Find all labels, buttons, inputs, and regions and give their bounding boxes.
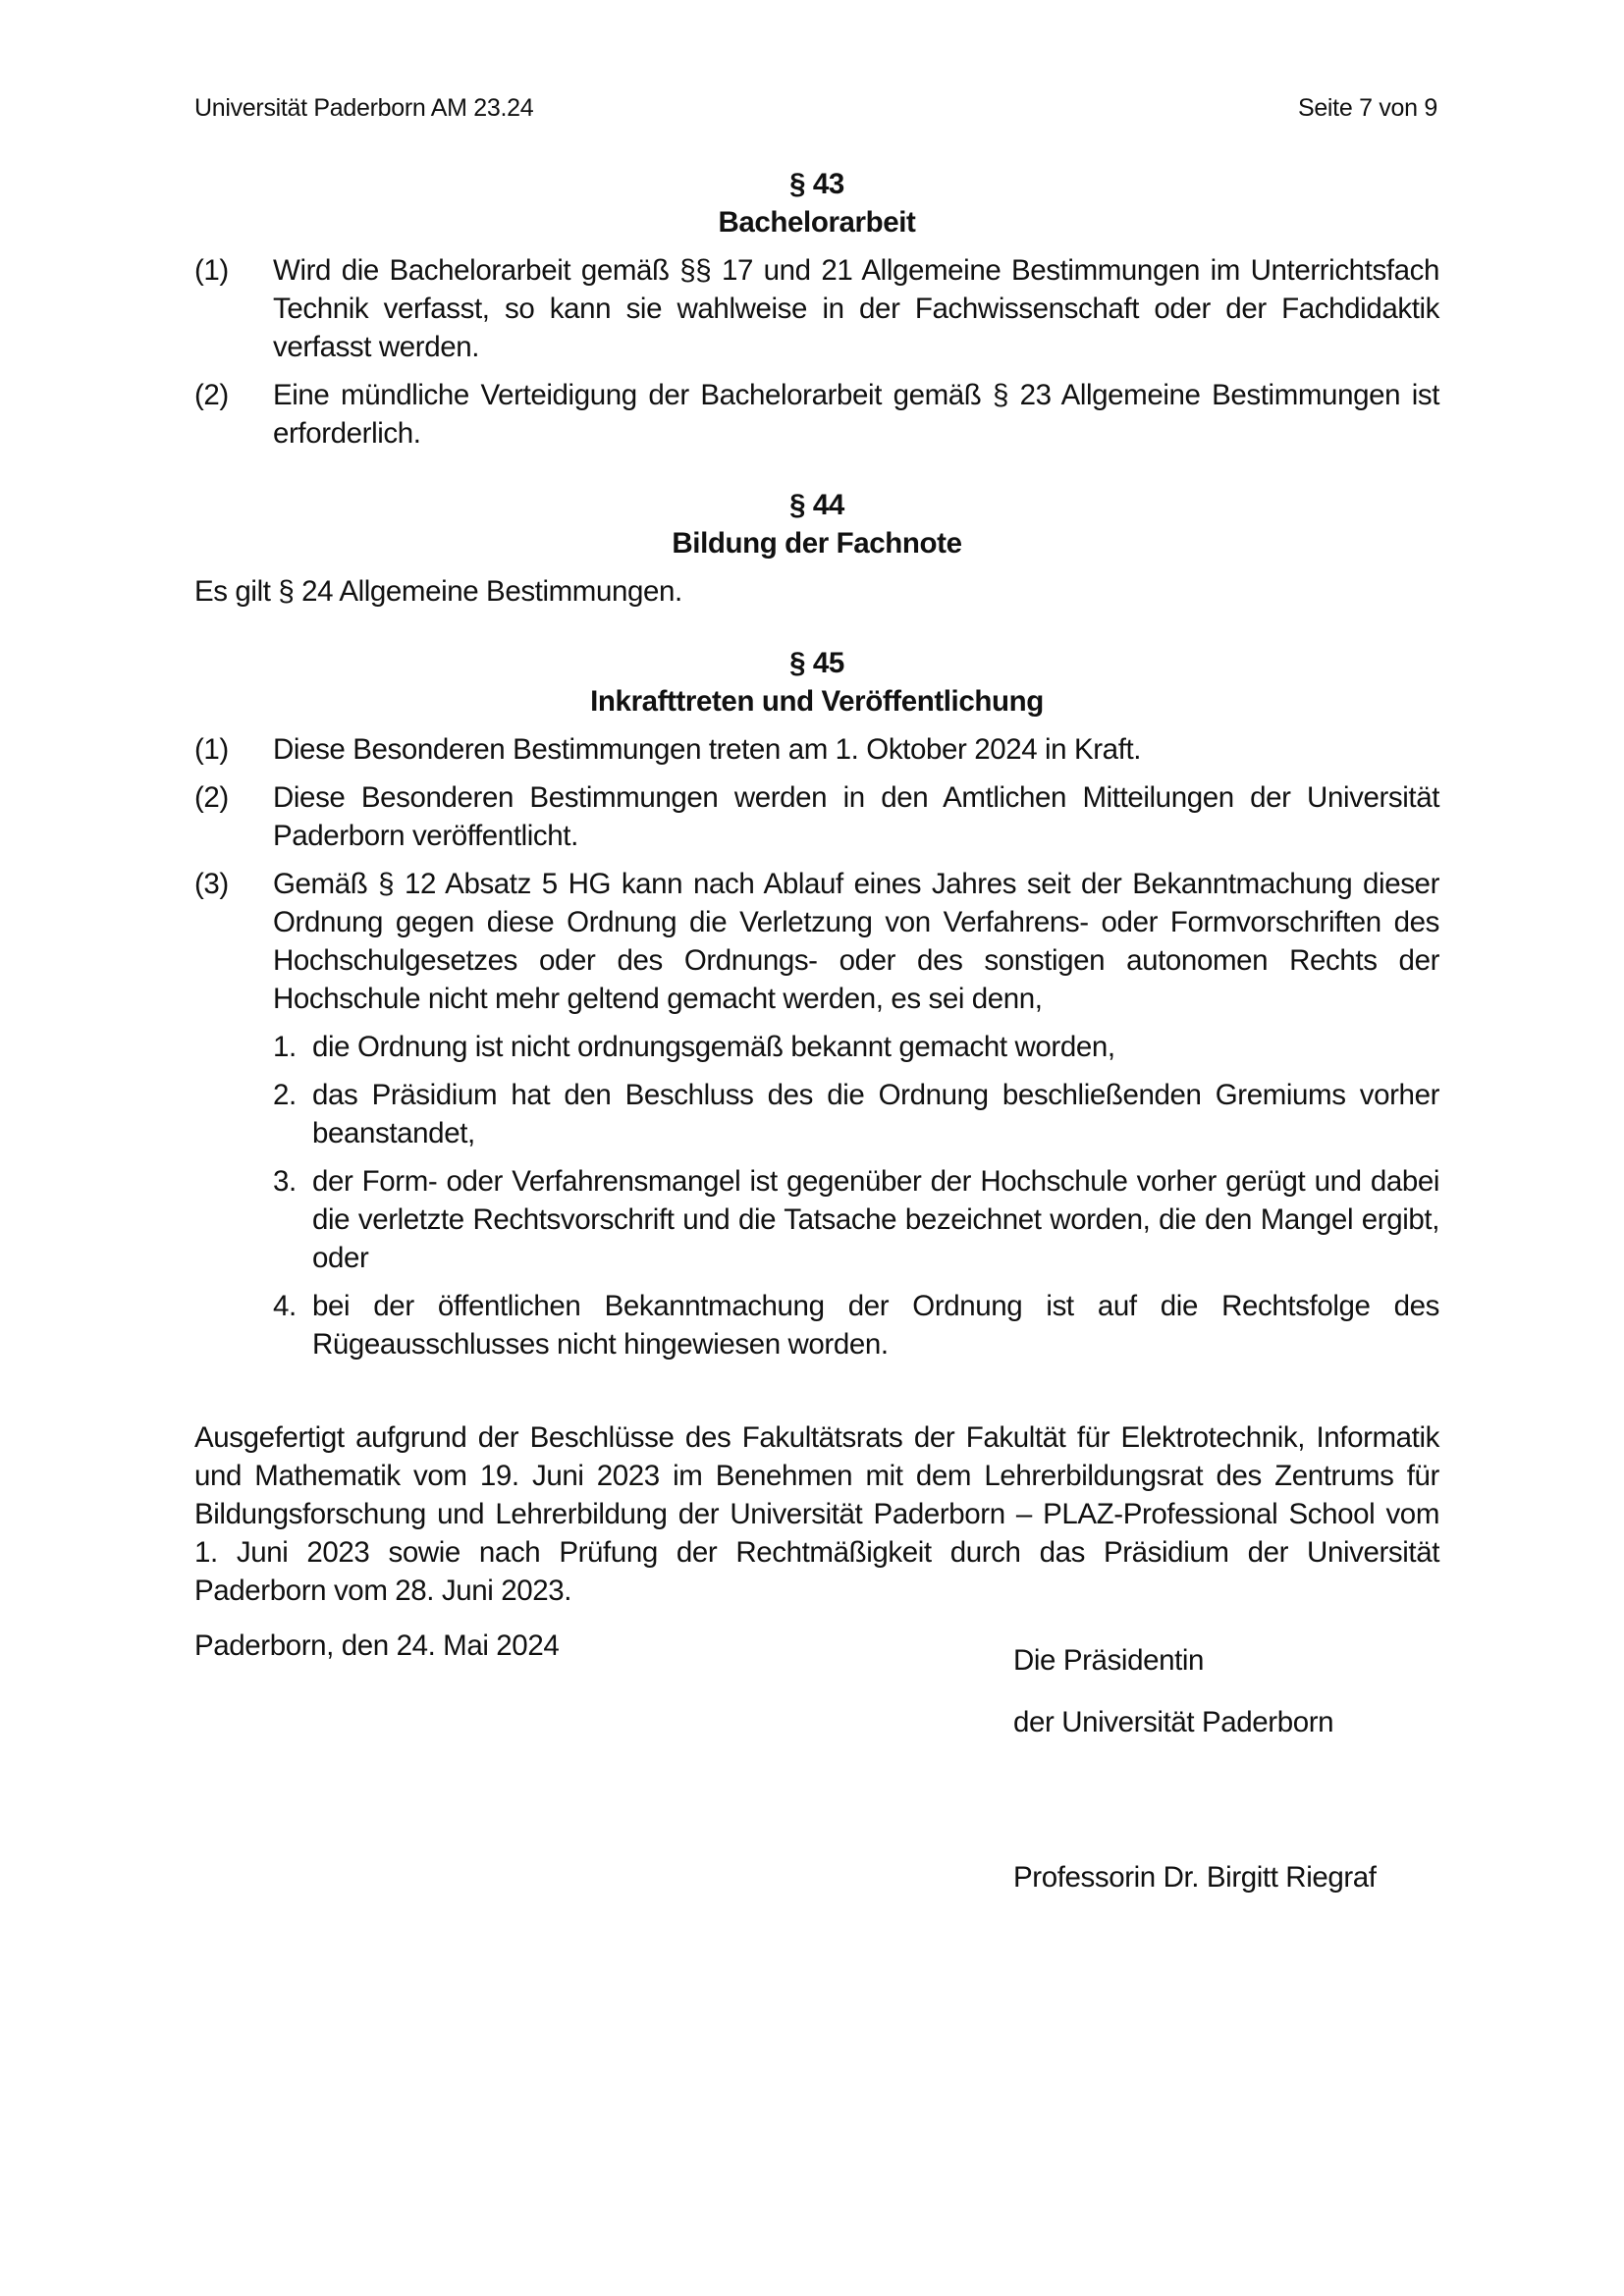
signatory-role-line-1: Die Präsidentin <box>1013 1644 1205 1677</box>
paragraph-number: (1) <box>194 733 229 766</box>
paragraph-text: Gemäß § 12 Absatz 5 HG kann nach Ablauf eines Jahres seit der Bekanntmachung dieser Ordnung gegen diese Ordnung die Verletzung von Verfahrens- oder Formvorschriften des Hochschulgesetzes oder des Ordnungs- oder des sonstigen autonomen Rechts der Hochschule nicht mehr geltend gemacht werden, es sei denn, <box>273 868 1439 1015</box>
paragraph-text: Wird die Bachelorarbeit gemäß §§ 17 und 21 Allgemeine Bestimmungen im Unterrichtsfach Technik verfasst, so kann sie wahlweise in der Fachwissenschaft oder der Fachdidaktik verfasst werden. <box>273 254 1439 363</box>
signatory-role <box>1013 1629 1333 1753</box>
list-item-text: die Ordnung ist nicht ordnungsgemäß bekannt gemacht worden, <box>312 1031 1115 1063</box>
list-item-number: 4. <box>273 1290 297 1322</box>
section-45 <box>194 644 1439 1373</box>
section-43-number: § 43 <box>789 168 844 200</box>
paragraph-text: Diese Besonderen Bestimmungen treten am 1. Oktober 2024 in Kraft. <box>273 733 1142 766</box>
list-item <box>273 1028 1439 1066</box>
paragraph-number: (1) <box>194 254 229 287</box>
list-item-number: 1. <box>273 1031 297 1063</box>
list-item <box>273 1076 1439 1152</box>
section-43-title: Bachelorarbeit <box>718 206 916 239</box>
section-45-number: § 45 <box>789 647 844 679</box>
section-44-text: Es gilt § 24 Allgemeine Bestimmungen. <box>194 575 682 608</box>
section-43 <box>194 165 1439 453</box>
paragraph-text: Eine mündliche Verteidigung der Bachelorarbeit gemäß § 23 Allgemeine Bestimmungen ist erforderlich. <box>273 379 1439 450</box>
signatory-name: Professorin Dr. Birgitt Riegraf <box>1013 1861 1377 1894</box>
paragraph-number: (2) <box>194 781 229 814</box>
header-page-number: Seite 7 von 9 <box>1297 94 1437 122</box>
list-item-text: der Form- oder Verfahrensmangel ist gegenüber der Hochschule vorher gerügt und dabei die verletzte Rechtsvorschrift und die Tatsache bezeichnet worden, die den Mangel ergibt, oder <box>312 1165 1439 1274</box>
section-44-number: § 44 <box>789 489 844 521</box>
section-45-title: Inkrafttreten und Veröffentlichung <box>590 685 1044 718</box>
list-item-number: 3. <box>273 1165 297 1198</box>
section-43-paragraph-2 <box>194 376 1439 453</box>
paragraph-text: Diese Besonderen Bestimmungen werden in den Amtlichen Mitteilungen der Universität Paderborn veröffentlicht. <box>273 781 1439 852</box>
section-43-paragraph-1 <box>194 251 1439 366</box>
place-date: Paderborn, den 24. Mai 2024 <box>194 1629 560 1662</box>
closing-statement: Ausgefertigt aufgrund der Beschlüsse des Fakultätsrats der Fakultät für Elektrotechnik, Informatik und Mathematik vom 19. Juni 2023 im Benehmen mit dem Lehrerbildungsrat des Zentrums für Bildungsforschung und Lehrerbildung der Universität Paderborn – PLAZ-Professional School vom 1. Juni 2023 sowie nach Prüfung der Rechtmäßigkeit durch das Präsidium der Universität Paderborn vom 28. Juni 2023. <box>194 1421 1439 1607</box>
section-45-paragraph-1 <box>194 730 1439 769</box>
list-item-number: 2. <box>273 1079 297 1111</box>
signatory-role-line-2: der Universität Paderborn <box>1013 1706 1334 1738</box>
section-44 <box>194 486 1439 611</box>
section-44-title: Bildung der Fachnote <box>672 527 962 560</box>
paragraph-number: (3) <box>194 868 229 900</box>
header-document-id: Universität Paderborn AM 23.24 <box>194 94 534 122</box>
list-item <box>273 1287 1439 1363</box>
paragraph-number: (2) <box>194 379 229 411</box>
document-body <box>194 165 1439 1639</box>
list-item-text: das Präsidium hat den Beschluss des die Ordnung beschließenden Gremiums vorher beanstandet, <box>312 1079 1439 1149</box>
exception-list <box>273 1028 1439 1363</box>
list-item-text: bei der öffentlichen Bekanntmachung der Ordnung ist auf die Rechtsfolge des Rügeausschlusses nicht hingewiesen worden. <box>312 1290 1439 1361</box>
paragraph-body <box>273 865 1439 1373</box>
list-item <box>273 1162 1439 1277</box>
page-header <box>194 94 1437 123</box>
section-45-paragraph-2 <box>194 778 1439 855</box>
section-45-paragraph-3 <box>194 865 1439 1373</box>
